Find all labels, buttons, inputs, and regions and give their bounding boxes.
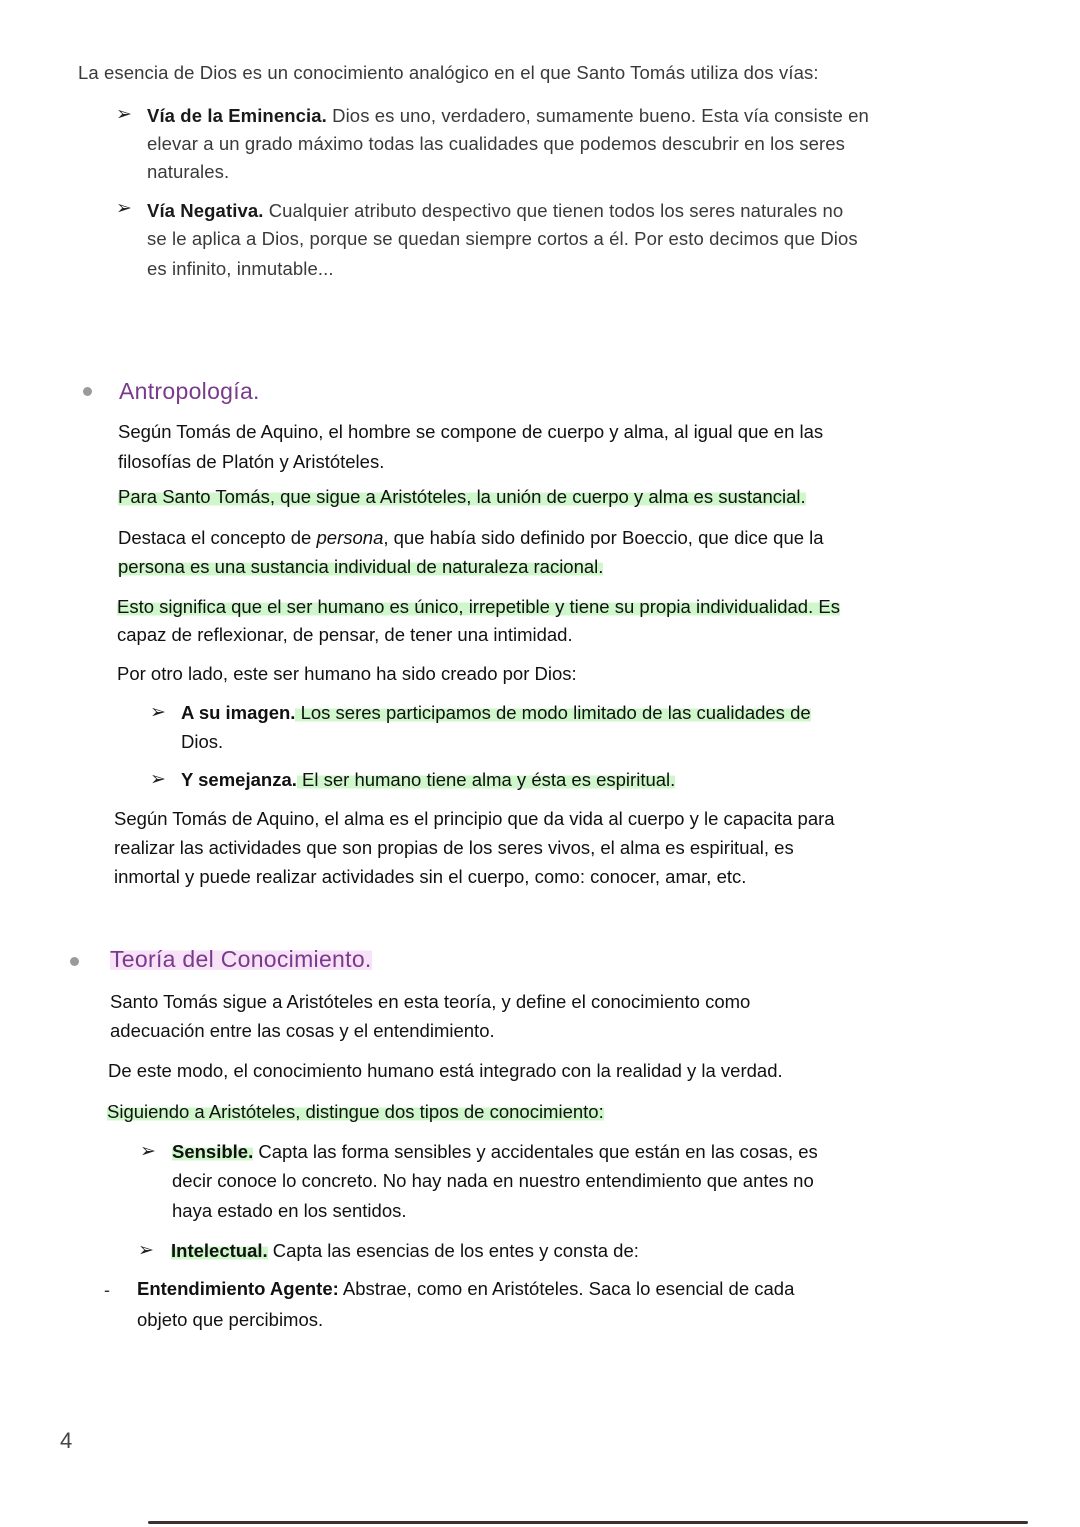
conocimiento-p1-line2: adecuación entre las cosas y el entendimiento. [110,1020,495,1041]
conocimiento-item1-line2: decir conoce lo concreto. No hay nada en nuestro entendimiento que antes no [172,1170,814,1191]
via-eminencia-line1 [147,101,869,130]
arrow-bullet-icon: ➢ [150,702,166,723]
antropologia-item1-line1 [181,698,811,727]
via-eminencia-line3: naturales. [147,161,230,182]
antropologia-p3-line1 [118,523,824,552]
antropologia-p1-text: Según Tomás de Aquino, el hombre se compone de cuerpo y alma, al igual que en las [118,421,824,442]
conocimiento-p2-line1: De este modo, el conocimiento humano está integrado con la realidad y la verdad. [108,1060,783,1081]
antropologia-p3-line2-text: persona es una sustancia individual de naturaleza racional. [118,556,604,577]
conocimiento-heading-text: Teoría del Conocimiento. [110,946,372,972]
conocimiento-heading [110,943,372,975]
antropologia-p3-text-a: Destaca el concepto de [118,527,317,548]
dash-bullet-icon: - [104,1280,110,1300]
conocimiento-item2-title: Intelectual. [171,1240,268,1261]
antropologia-item2-line1 [181,765,675,794]
conocimiento-item1-line3: haya estado en los sentidos. [172,1200,407,1221]
antropologia-item2-text: El ser humano tiene alma y ésta es espiritual. [296,769,676,790]
antropologia-p3-text-b: , que había sido definido por Boeccio, que dice que la [383,527,824,548]
antropologia-p2-line1 [118,482,806,511]
antropologia-p5-line1: Por otro lado, este ser humano ha sido creado por Dios: [117,663,577,684]
arrow-bullet-icon: ➢ [116,198,132,219]
antropologia-item2-title: Y semejanza. [181,769,297,790]
antropologia-p6-line1: Según Tomás de Aquino, el alma es el principio que da vida al cuerpo y le capacita para [114,808,835,829]
conocimiento-item2-text: Capta las esencias de los entes y consta de: [267,1240,639,1261]
intro-text: La esencia de Dios es un conocimiento analógico en el que Santo Tomás utiliza dos vías: [78,62,819,83]
antropologia-p4-line2: capaz de reflexionar, de pensar, de tener una intimidad. [117,624,573,645]
via-negativa-title: Vía Negativa. [147,200,264,221]
conocimiento-p3-line1 [107,1097,604,1126]
arrow-bullet-icon: ➢ [140,1141,156,1162]
via-negativa-line1 [147,196,843,225]
via-eminencia-text: Dios es uno, verdadero, sumamente bueno. Esta vía consiste en [326,105,869,126]
conocimiento-item1-line1 [172,1137,818,1166]
antropologia-p4-text: Esto significa que el ser humano es único, irrepetible y tiene su propia individualidad. Es [117,596,840,617]
conocimiento-item2-line1 [171,1236,639,1265]
conocimiento-item1-title: Sensible. [172,1141,254,1162]
page-number: 4 [60,1428,73,1453]
via-negativa-line3: es infinito, inmutable... [147,258,334,279]
section-bullet-icon [83,387,92,396]
antropologia-p1-line1 [118,417,823,446]
antropologia-item1-line2: Dios. [181,731,224,752]
antropologia-p3-persona: persona [316,527,384,548]
antropologia-item1-text: Los seres participamos de modo limitado de las cualidades de [295,702,811,723]
antropologia-p3-line2 [118,552,603,581]
via-eminencia-line2: elevar a un grado máximo todas las cualidades que podemos descubrir en los seres [147,133,846,154]
section-bullet-icon [70,957,79,966]
conocimiento-p3-text: Siguiendo a Aristóteles, distingue dos tipos de conocimiento: [107,1101,604,1122]
antropologia-p6-line2: realizar las actividades que son propias de los seres vivos, el alma es espiritual, es [114,837,794,858]
antropologia-p1-line2: filosofías de Platón y Aristóteles. [118,451,385,472]
via-eminencia-title: Vía de la Eminencia. [147,105,327,126]
conocimiento-sub-text: Abstrae, como en Aristóteles. Saca lo esencial de cada [338,1278,795,1299]
arrow-bullet-icon: ➢ [150,769,166,790]
via-negativa-text: Cualquier atributo despectivo que tienen todos los seres naturales no [263,200,844,221]
arrow-bullet-icon: ➢ [138,1240,154,1261]
conocimiento-sub-title: Entendimiento Agente: [137,1278,339,1299]
antropologia-p2-text: Para Santo Tomás, que sigue a Aristóteles, la unión de cuerpo y alma es sustancial. [118,486,806,507]
antropologia-heading: Antropología. [119,378,260,404]
arrow-bullet-icon: ➢ [116,104,132,125]
bottom-rule [148,1521,1028,1524]
antropologia-p4-line1 [117,592,840,621]
conocimiento-p1-line1: Santo Tomás sigue a Aristóteles en esta teoría, y define el conocimiento como [110,991,751,1012]
conocimiento-item1-text: Capta las forma sensibles y accidentales que están en las cosas, es [253,1141,818,1162]
antropologia-item1-title: A su imagen. [181,702,296,723]
antropologia-p6-line3: inmortal y puede realizar actividades sin el cuerpo, como: conocer, amar, etc. [114,866,747,887]
conocimiento-sub-line1 [137,1274,794,1303]
via-negativa-line2: se le aplica a Dios, porque se quedan siempre cortos a él. Por esto decimos que Dios [147,228,858,249]
conocimiento-sub-line2: objeto que percibimos. [137,1309,324,1330]
